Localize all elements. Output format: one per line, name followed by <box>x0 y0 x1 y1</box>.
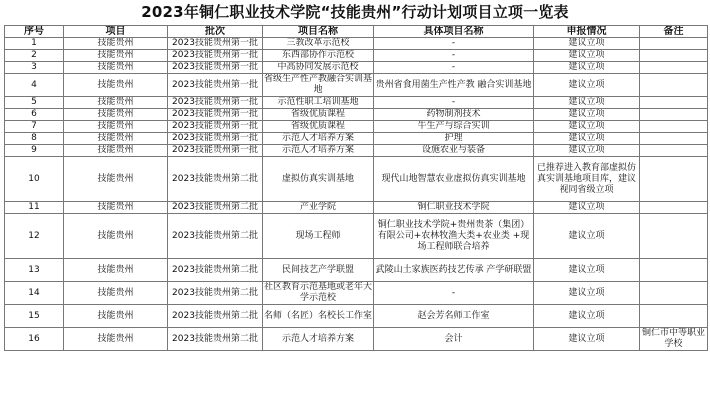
row-batch: 2023技能贵州第一批 <box>168 145 263 157</box>
table-row <box>5 282 708 305</box>
row-detail-name: 现代山地智慧农业虚拟仿真实训基地 <box>374 157 534 202</box>
row-project-name: 产业学院 <box>263 202 374 214</box>
document-title: 2023年铜仁职业技术学院“技能贵州”行动计划项目立项一览表 <box>141 3 569 21</box>
row-batch: 2023技能贵州第一批 <box>168 38 263 50</box>
row-note <box>640 97 708 109</box>
row-batch: 2023技能贵州第一批 <box>168 62 263 74</box>
row-batch: 2023技能贵州第一批 <box>168 109 263 121</box>
row-project: 技能贵州 <box>64 282 168 305</box>
row-status: 建议立项 <box>534 305 640 328</box>
row-status: 建议立项 <box>534 259 640 282</box>
row-detail-name: 护理 <box>374 133 534 145</box>
row-project: 技能贵州 <box>64 74 168 97</box>
table-row <box>5 74 708 97</box>
row-project-name: 东西部协作示范校 <box>263 50 374 62</box>
row-batch: 2023技能贵州第二批 <box>168 202 263 214</box>
row-batch: 2023技能贵州第二批 <box>168 282 263 305</box>
table-row <box>5 109 708 121</box>
table-row <box>5 62 708 74</box>
row-index: 1 <box>5 38 64 50</box>
table-row <box>5 214 708 259</box>
row-note <box>640 62 708 74</box>
table-row <box>5 97 708 109</box>
row-project: 技能贵州 <box>64 157 168 202</box>
row-status: 建议立项 <box>534 62 640 74</box>
row-project: 技能贵州 <box>64 50 168 62</box>
row-project: 技能贵州 <box>64 214 168 259</box>
row-batch: 2023技能贵州第二批 <box>168 157 263 202</box>
row-status: 已推荐进入教育部虚拟仿真实训基地项目库，建议视同省级立项 <box>534 157 640 202</box>
row-status: 建议立项 <box>534 202 640 214</box>
header-note: 备注 <box>640 26 708 38</box>
row-index: 15 <box>5 305 64 328</box>
table-row <box>5 305 708 328</box>
row-project-name: 示范性职工培训基地 <box>263 97 374 109</box>
row-project-name: 省级生产性产教融合实训基地 <box>264 74 373 95</box>
row-note <box>640 305 708 328</box>
row-detail-name: 铜仁职业技术学院 <box>374 202 534 214</box>
row-index: 16 <box>5 328 64 351</box>
row-index: 3 <box>5 62 64 74</box>
row-index: 12 <box>5 214 64 259</box>
row-project: 技能贵州 <box>64 121 168 133</box>
table-row <box>5 259 708 282</box>
row-index: 6 <box>5 109 64 121</box>
row-note <box>640 282 708 305</box>
table-row <box>5 50 708 62</box>
row-index: 11 <box>5 202 64 214</box>
row-project-name: 民间技艺产学联盟 <box>263 259 374 282</box>
row-detail-name: 会计 <box>374 328 534 351</box>
row-project: 技能贵州 <box>64 109 168 121</box>
row-index: 14 <box>5 282 64 305</box>
row-batch: 2023技能贵州第二批 <box>168 328 263 351</box>
row-batch: 2023技能贵州第一批 <box>168 97 263 109</box>
row-project-name: 名师（名匠）名校长工作室 <box>263 305 374 328</box>
row-status: 建议立项 <box>534 214 640 259</box>
row-note <box>640 202 708 214</box>
row-detail-name: 设施农业与装备 <box>374 145 534 157</box>
row-detail-name: 牛生产与综合实训 <box>374 121 534 133</box>
table-row <box>5 38 708 50</box>
row-index: 13 <box>5 259 64 282</box>
row-project-name: 示范人才培养方案 <box>263 328 374 351</box>
row-detail-name: - <box>374 50 534 62</box>
table-row <box>5 157 708 202</box>
header-detail-name: 具体项目名称 <box>374 26 534 38</box>
row-project-name: 省级优质课程 <box>263 109 374 121</box>
row-index: 9 <box>5 145 64 157</box>
row-detail-name: 武陵山土家族医药技艺传承 产学研联盟 <box>374 259 534 282</box>
table-row <box>5 328 708 351</box>
row-batch: 2023技能贵州第二批 <box>168 259 263 282</box>
row-note <box>640 109 708 121</box>
row-batch: 2023技能贵州第二批 <box>168 214 263 259</box>
row-detail-name: - <box>374 282 534 305</box>
row-note <box>640 259 708 282</box>
row-note <box>640 50 708 62</box>
row-project-name: 示范人才培养方案 <box>263 133 374 145</box>
row-detail-name: - <box>374 62 534 74</box>
header-project-name: 项目名称 <box>263 26 374 38</box>
row-batch: 2023技能贵州第一批 <box>168 74 263 97</box>
table-row <box>5 121 708 133</box>
row-detail-name: 药物制剂技术 <box>374 109 534 121</box>
header-status: 申报情况 <box>534 26 640 38</box>
row-index: 5 <box>5 97 64 109</box>
row-status: 建议立项 <box>534 145 640 157</box>
row-detail-name: - <box>374 38 534 50</box>
row-note: 铜仁市中等职业学校 <box>640 328 708 351</box>
row-project: 技能贵州 <box>64 305 168 328</box>
row-detail-name: 赵会芳名师工作室 <box>374 305 534 328</box>
row-project: 技能贵州 <box>64 259 168 282</box>
table-row <box>5 133 708 145</box>
row-status: 建议立项 <box>534 109 640 121</box>
row-project: 技能贵州 <box>64 328 168 351</box>
table-row <box>5 202 708 214</box>
header-index: 序号 <box>5 26 64 38</box>
row-index: 10 <box>5 157 64 202</box>
row-status: 建议立项 <box>534 74 640 97</box>
table-header-row <box>5 26 708 38</box>
row-project-name: 示范人才培养方案 <box>263 145 374 157</box>
row-project: 技能贵州 <box>64 62 168 74</box>
row-batch: 2023技能贵州第二批 <box>168 305 263 328</box>
table-row <box>5 145 708 157</box>
row-note <box>640 145 708 157</box>
row-status: 建议立项 <box>534 121 640 133</box>
row-project-name: 中高协同发展示范校 <box>263 62 374 74</box>
header-project: 项目 <box>64 26 168 38</box>
row-project-name: 省级优质课程 <box>263 121 374 133</box>
row-status: 建议立项 <box>534 97 640 109</box>
row-status: 建议立项 <box>534 50 640 62</box>
row-project-name: 虚拟仿真实训基地 <box>263 157 374 202</box>
row-status: 建议立项 <box>534 328 640 351</box>
row-status: 建议立项 <box>534 133 640 145</box>
row-project: 技能贵州 <box>64 145 168 157</box>
row-project-name: 社区教育示范基地或老年大学示范校 <box>264 282 373 303</box>
row-status: 建议立项 <box>534 282 640 305</box>
row-project-name: 三教改革示范校 <box>263 38 374 50</box>
row-note <box>640 157 708 202</box>
row-project: 技能贵州 <box>64 202 168 214</box>
row-project: 技能贵州 <box>64 133 168 145</box>
row-project: 技能贵州 <box>64 97 168 109</box>
row-batch: 2023技能贵州第一批 <box>168 133 263 145</box>
row-status: 建议立项 <box>534 38 640 50</box>
project-table <box>4 25 708 351</box>
row-project: 技能贵州 <box>64 38 168 50</box>
row-detail-name: 贵州省食用菌生产性产教 融合实训基地 <box>374 74 534 97</box>
row-detail-name: - <box>374 97 534 109</box>
row-batch: 2023技能贵州第一批 <box>168 50 263 62</box>
row-note <box>640 38 708 50</box>
row-note <box>640 121 708 133</box>
row-detail-name: 铜仁职业技术学院+贵州贵茶（集团）有限公司+农林牧渔大类+农业类 +现场工程师联合培养 <box>374 214 534 259</box>
row-note <box>640 214 708 259</box>
row-index: 7 <box>5 121 64 133</box>
row-index: 2 <box>5 50 64 62</box>
row-note <box>640 133 708 145</box>
row-index: 4 <box>5 74 64 97</box>
row-project-name: 现场工程师 <box>263 214 374 259</box>
row-note <box>640 74 708 97</box>
row-index: 8 <box>5 133 64 145</box>
row-batch: 2023技能贵州第一批 <box>168 121 263 133</box>
header-batch: 批次 <box>168 26 263 38</box>
